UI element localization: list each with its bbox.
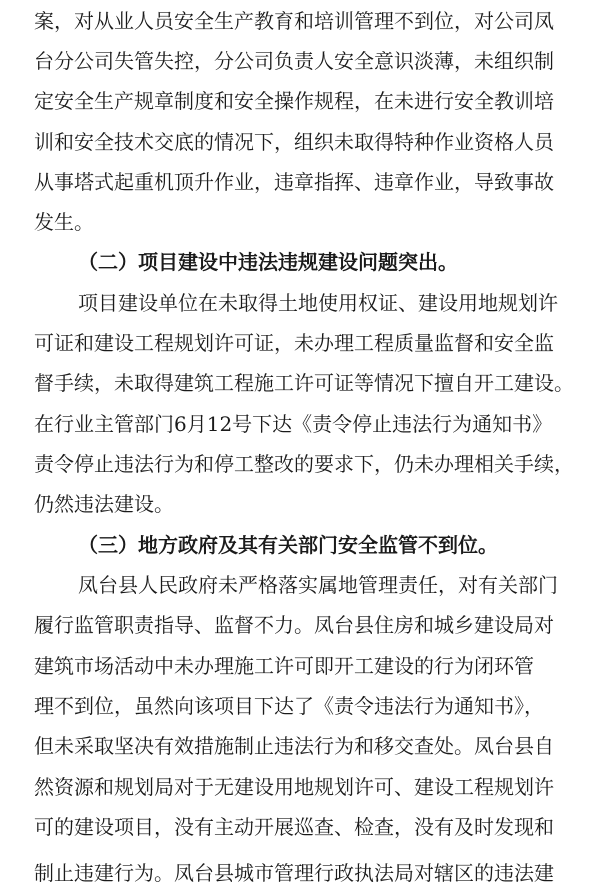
paragraph-line: 然资源和规划局对于无建设用地规划许可、建设工程规划许 [34, 775, 554, 799]
section-heading-3: （三）地方政府及其有关部门安全监管不到位。 [78, 533, 498, 557]
paragraph-line: 台分公司失管失控，分公司负责人安全意识淡薄，未组织制 [34, 49, 554, 73]
paragraph-line: 可的建设项目，没有主动开展巡查、检查，没有及时发现和 [34, 815, 554, 839]
paragraph-line: 理不到位，虽然向该项目下达了《责令违法行为通知书》， [34, 694, 544, 718]
section-heading-2: （二）项目建设中违法违规建设问题突出。 [78, 250, 458, 274]
paragraph-line: 项目建设单位在未取得土地使用权证、建设用地规划许 [78, 291, 558, 315]
paragraph-line: 可证和建设工程规划许可证，未办理工程质量监督和安全监 [34, 331, 554, 355]
paragraph-line: 凤台县人民政府未严格落实属地管理责任，对有关部门 [78, 573, 558, 597]
paragraph-line: 仍然违法建设。 [34, 492, 174, 516]
paragraph-line: 督手续，未取得建筑工程施工许可证等情况下擅自开工建设。 [34, 371, 574, 395]
paragraph-line: 在行业主管部门6月12号下达《责令停止违法行为通知书》 [34, 412, 553, 436]
paragraph-line: 责令停止违法行为和停工整改的要求下，仍未办理相关手续， [34, 452, 574, 476]
paragraph-line: 发生。 [34, 210, 94, 234]
paragraph-line: 定安全生产规章制度和安全操作规程，在未进行安全教训培 [34, 89, 554, 113]
paragraph-line: 训和安全技术交底的情况下，组织未取得特种作业资格人员 [34, 130, 554, 154]
paragraph-line: 制止违建行为。凤台县城市管理行政执法局对辖区的违法建 [34, 861, 554, 885]
paragraph-line: 但未采取坚决有效措施制止违法行为和移交查处。凤台县自 [34, 734, 554, 758]
paragraph-line: 从事塔式起重机顶升作业，违章指挥、违章作业，导致事故 [34, 170, 554, 194]
paragraph-line: 建筑市场活动中未办理施工许可即开工建设的行为闭环管 [34, 654, 534, 678]
paragraph-line: 履行监管职责指导、监督不力。凤台县住房和城乡建设局对 [34, 613, 554, 637]
paragraph-line: 案，对从业人员安全生产教育和培训管理不到位，对公司凤 [34, 9, 554, 33]
